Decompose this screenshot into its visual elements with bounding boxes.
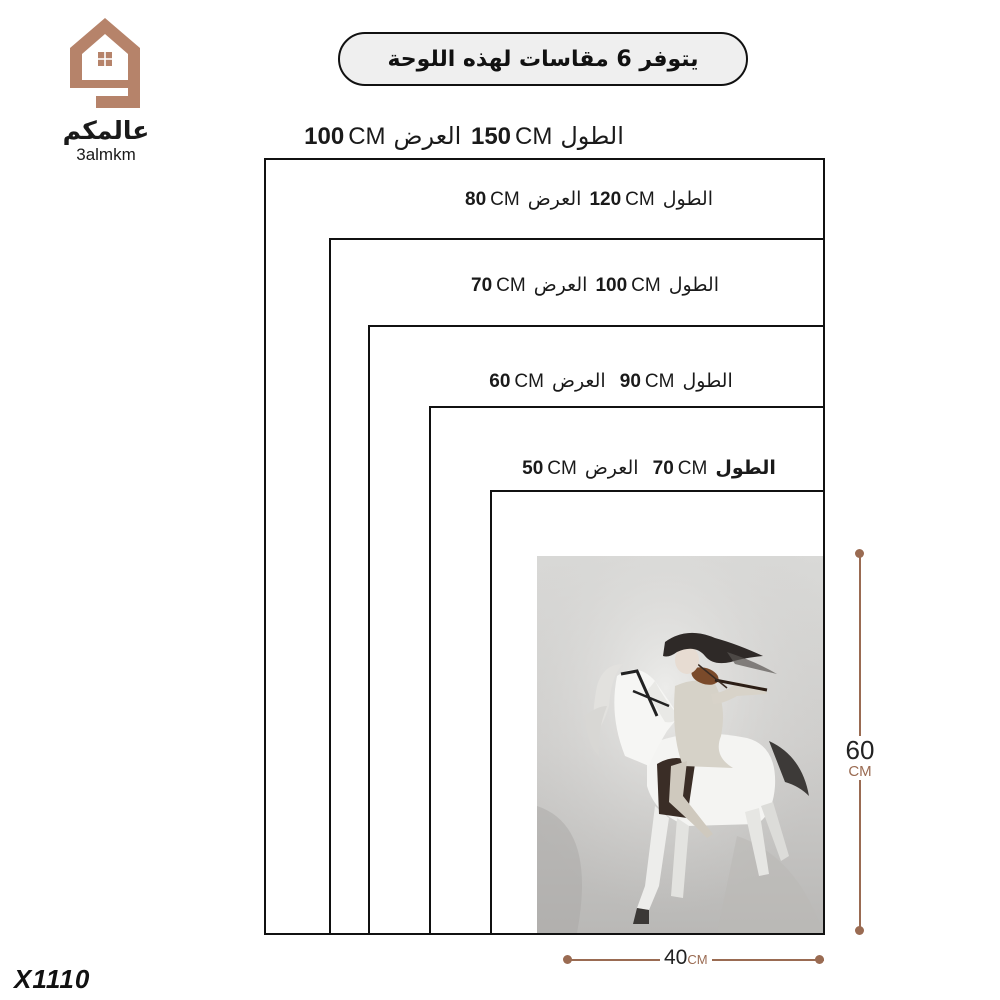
- height-dimension-label: [840, 736, 880, 780]
- height-value: 60: [845, 735, 875, 765]
- size-label-2: الطول CM 120 العرض CM 80: [465, 188, 713, 210]
- width-dimension-dot-left: [563, 955, 572, 964]
- width-unit: CM: [687, 952, 708, 967]
- size-label-1: الطول CM 150 العرض CM 100: [304, 122, 624, 150]
- sizes-headline: يتوفر 6 مقاسات لهذه اللوحة: [338, 32, 748, 86]
- brand-logo-house-icon: [66, 14, 144, 110]
- artwork-image: [537, 556, 823, 933]
- width-value: 40: [664, 946, 688, 969]
- size-label-5: الطول CM 70 العرض CM 50: [522, 457, 776, 479]
- brand-name-latin: 3almkm: [76, 145, 136, 164]
- size-label-3: الطول CM 100 العرض CM 70: [471, 274, 719, 296]
- width-dimension-dot-right: [815, 955, 824, 964]
- size-label-4: الطول CM 90 العرض CM 60: [489, 370, 733, 392]
- height-unit: CM: [848, 763, 872, 780]
- brand-name-arabic: عالمكم: [62, 116, 150, 145]
- width-dimension-label: [660, 946, 712, 970]
- height-dimension-dot-top: [855, 549, 864, 558]
- product-code: X1110: [14, 964, 91, 994]
- height-dimension-dot-bottom: [855, 926, 864, 935]
